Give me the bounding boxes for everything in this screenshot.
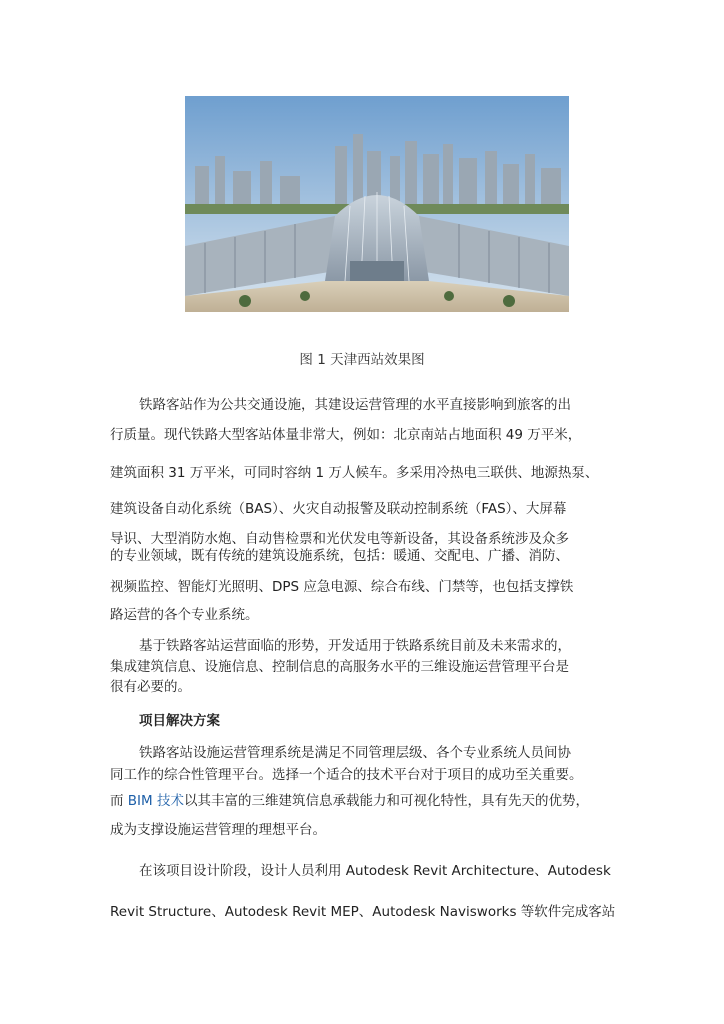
paragraph-line: Revit Structure、Autodesk Revit MEP、Autodesk Navisworks 等软件完成客站 [110, 904, 616, 920]
paragraph-line: 集成建筑信息、设施信息、控制信息的高服务水平的三维设施运营管理平台是 [110, 659, 569, 675]
paragraph-line: 路运营的各个专业系统。 [110, 607, 259, 623]
station-rendering-illustration [185, 96, 569, 312]
paragraph-line: 铁路客站作为公共交通设施，其建设运营管理的水平直接影响到旅客的出 [139, 397, 571, 413]
figure-caption: 图 1 天津西站效果图 [299, 352, 425, 368]
paragraph-line: 铁路客站设施运营管理系统是满足不同管理层级、各个专业系统人员间协 [139, 745, 571, 761]
paragraph-line: 行质量。现代铁路大型客站体量非常大，例如：北京南站占地面积 49 万平米， [110, 427, 582, 443]
section-heading: 项目解决方案 [139, 713, 220, 729]
paragraph-line-with-link [110, 789, 589, 809]
paragraph-line: 视频监控、智能灯光照明、DPS 应急电源、综合布线、门禁等，也包括支撑铁 [110, 579, 574, 595]
paragraph-line: 在该项目设计阶段，设计人员利用 Autodesk Revit Architecture、Autodesk [139, 863, 611, 879]
paragraph-line: 导识、大型消防水炮、自动售检票和光伏发电等新设备，其设备系统涉及众多 [110, 531, 569, 547]
paragraph-line: 建筑设备自动化系统（BAS）、火灾自动报警及联动控制系统（FAS）、大屏幕 [110, 501, 567, 517]
bim-technology-link[interactable]: BIM 技术 [127, 793, 184, 809]
paragraph-line: 同工作的综合性管理平台。选择一个适合的技术平台对于项目的成功至关重要。 [110, 767, 583, 783]
station-rendering-image [185, 96, 569, 312]
paragraph-line: 基于铁路客站运营面临的形势，开发适用于铁路系统目前及未来需求的， [139, 638, 571, 654]
paragraph-line: 的专业领域，既有传统的建筑设施系统，包括：暖通、交配电、广播、消防、 [110, 548, 569, 564]
paragraph-line: 建筑面积 31 万平米，可同时容纳 1 万人候车。多采用冷热电三联供、地源热泵、 [110, 465, 599, 481]
paragraph-line: 成为支撑设施运营管理的理想平台。 [110, 822, 326, 838]
line-prefix: 而 [110, 793, 128, 809]
paragraph-line: 很有必要的。 [110, 679, 191, 695]
line-suffix: 以其丰富的三维建筑信息承载能力和可视化特性，具有先天的优势， [183, 793, 589, 809]
